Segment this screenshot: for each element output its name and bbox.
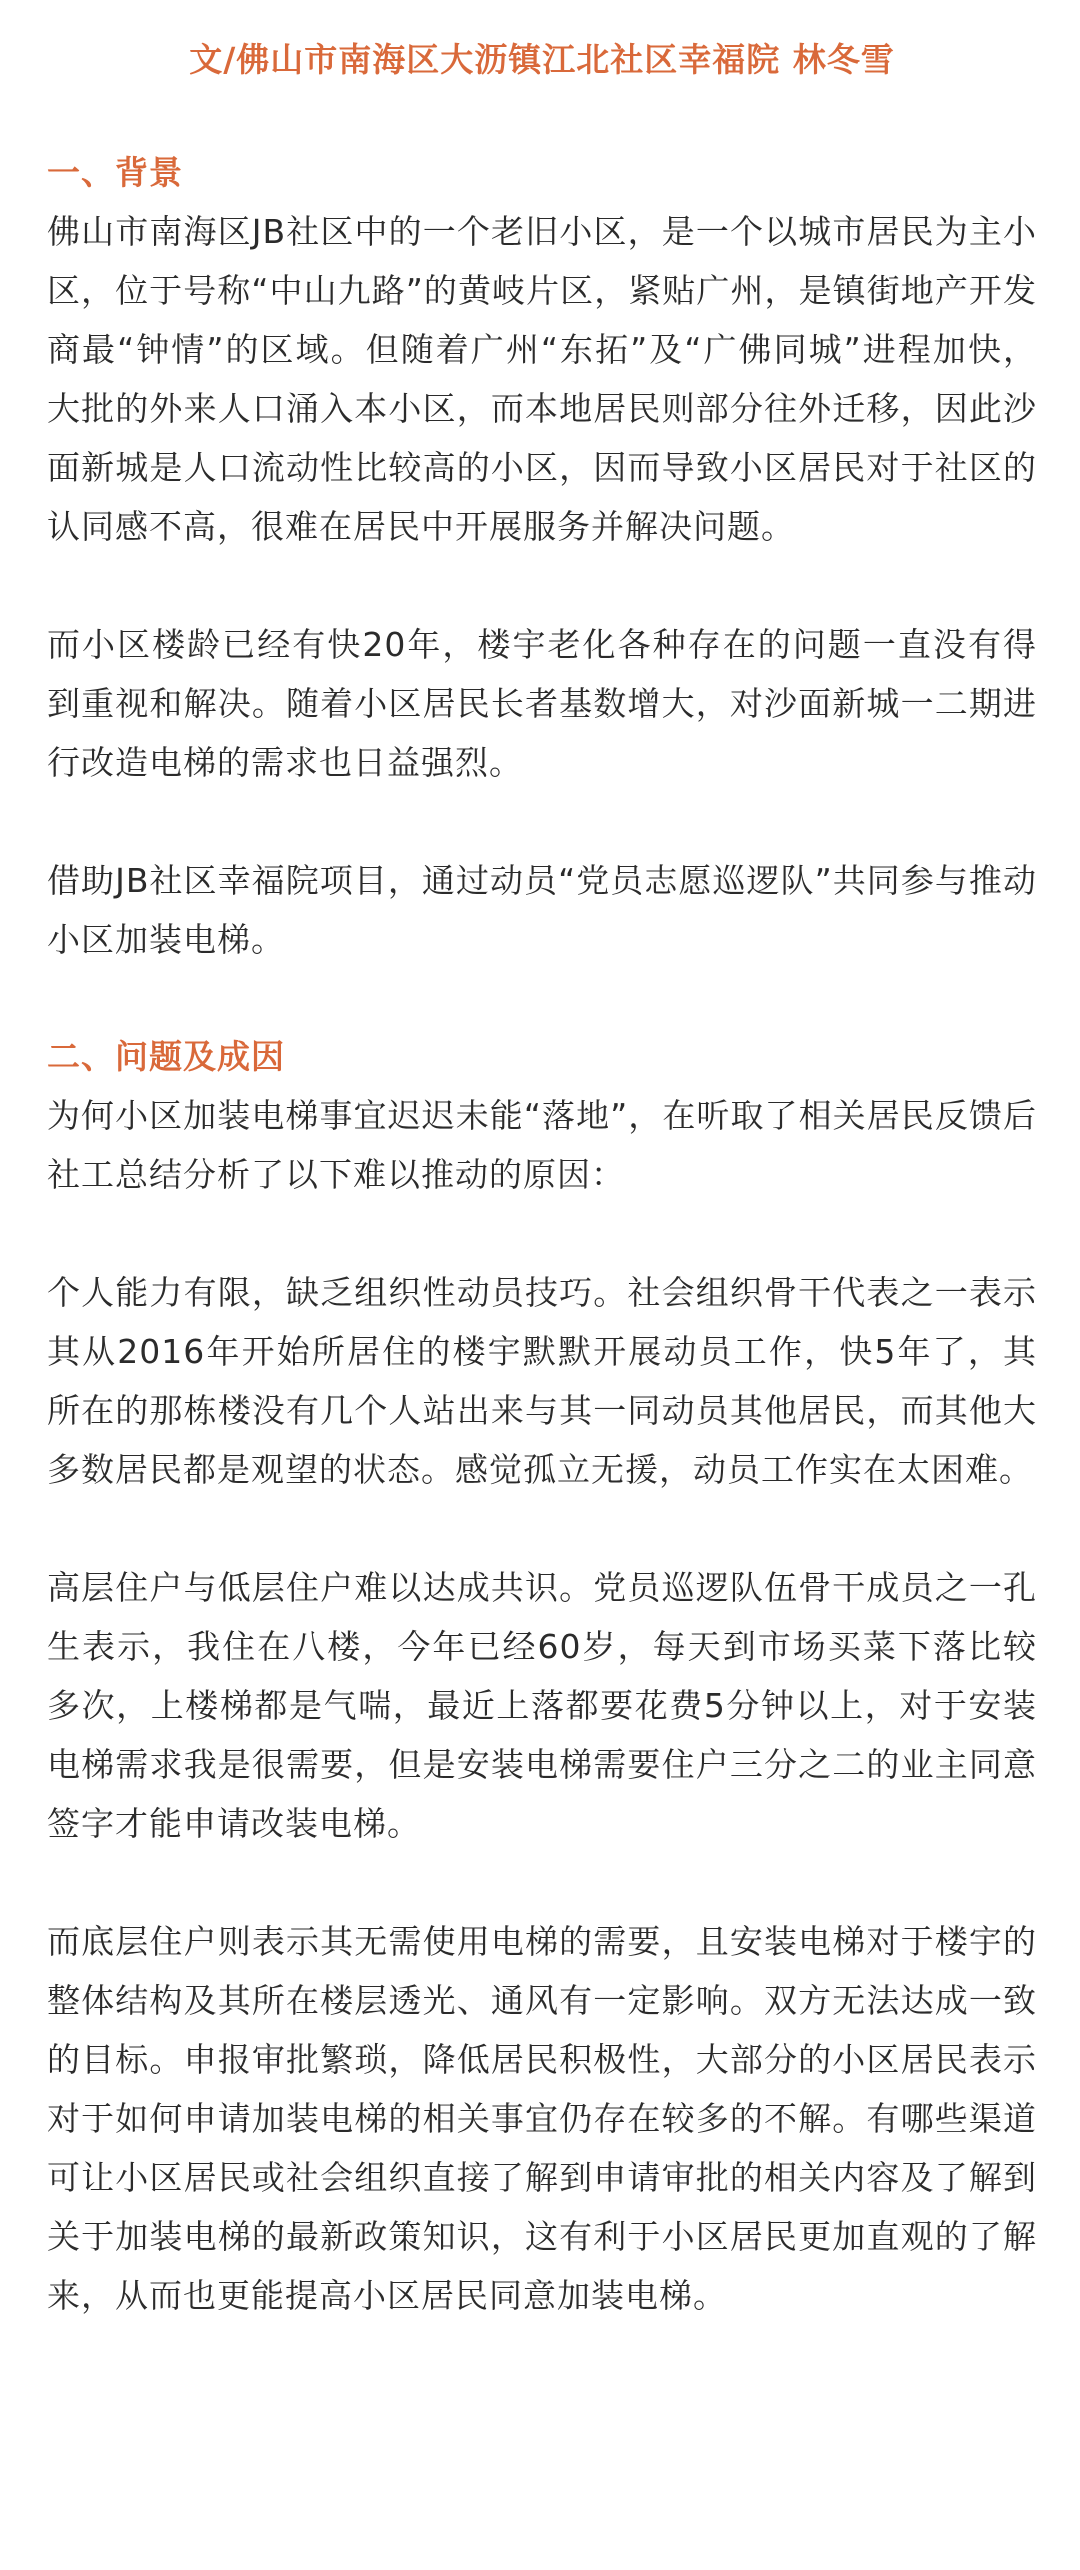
paragraph: 高层住户与低层住户难以达成共识。党员巡逻队伍骨干成员之一孔生表示，我住在八楼，今年已经60岁，每天到市场买菜下落比较多次，上楼梯都是气喘，最近上落都要花费5分钟以上，对于安装电梯需求我是很需要，但是安装电梯需要住户三分之二的业主同意签字才能申请改装电梯。	[47, 1568, 1037, 1843]
paragraph: 而小区楼龄已经有快20年，楼宇老化各种存在的问题一直没有得到重视和解决。随着小区居民长者基数增大，对沙面新城一二期进行改造电梯的需求也日益强烈。	[47, 625, 1037, 782]
section-heading: 一、背景	[47, 153, 183, 192]
paragraph: 而底层住户则表示其无需使用电梯的需要，且安装电梯对于楼宇的整体结构及其所在楼层透光、通风有一定影响。双方无法达成一致的目标。申报审批繁琐，降低居民积极性，大部分的小区居民表示对于如何申请加装电梯的相关事宜仍存在较多的不解。有哪些渠道可让小区居民或社会组织直接了解到申请审批的相关内容及了解到关于加装电梯的最新政策知识，这有利于小区居民更加直观的了解来，从而也更能提高小区居民同意加装电梯。	[47, 1922, 1037, 2315]
section-background	[47, 144, 1037, 969]
paragraph: 个人能力有限，缺乏组织性动员技巧。社会组织骨干代表之一表示其从2016年开始所居住的楼宇默默开展动员工作，快5年了，其所在的那栋楼没有几个人站出来与其一同动员其他居民，而其他大多数居民都是观望的状态。感觉孤立无援，动员工作实在太困难。	[47, 1273, 1037, 1489]
section-problems	[47, 1028, 1037, 2325]
paragraph: 为何小区加装电梯事宜迟迟未能“落地”，在听取了相关居民反馈后社工总结分析了以下难以推动的原因：	[47, 1096, 1037, 1194]
paragraph: 借助JB社区幸福院项目，通过动员“党员志愿巡逻队”共同参与推动小区加装电梯。	[47, 861, 1037, 959]
byline: 文/佛山市南海区大沥镇江北社区幸福院 林冬雪	[189, 40, 895, 79]
paragraph: 佛山市南海区JB社区中的一个老旧小区，是一个以城市居民为主小区，位于号称“中山九路”的黄岐片区，紧贴广州，是镇街地产开发商最“钟情”的区域。但随着广州“东拓”及“广佛同城”进程加快，大批的外来人口涌入本小区，而本地居民则部分往外迁移，因此沙面新城是人口流动性比较高的小区，因而导致小区居民对于社区的认同感不高，很难在居民中开展服务并解决问题。	[47, 212, 1037, 546]
section-heading: 二、问题及成因	[47, 1037, 285, 1076]
article	[47, 36, 1037, 2384]
